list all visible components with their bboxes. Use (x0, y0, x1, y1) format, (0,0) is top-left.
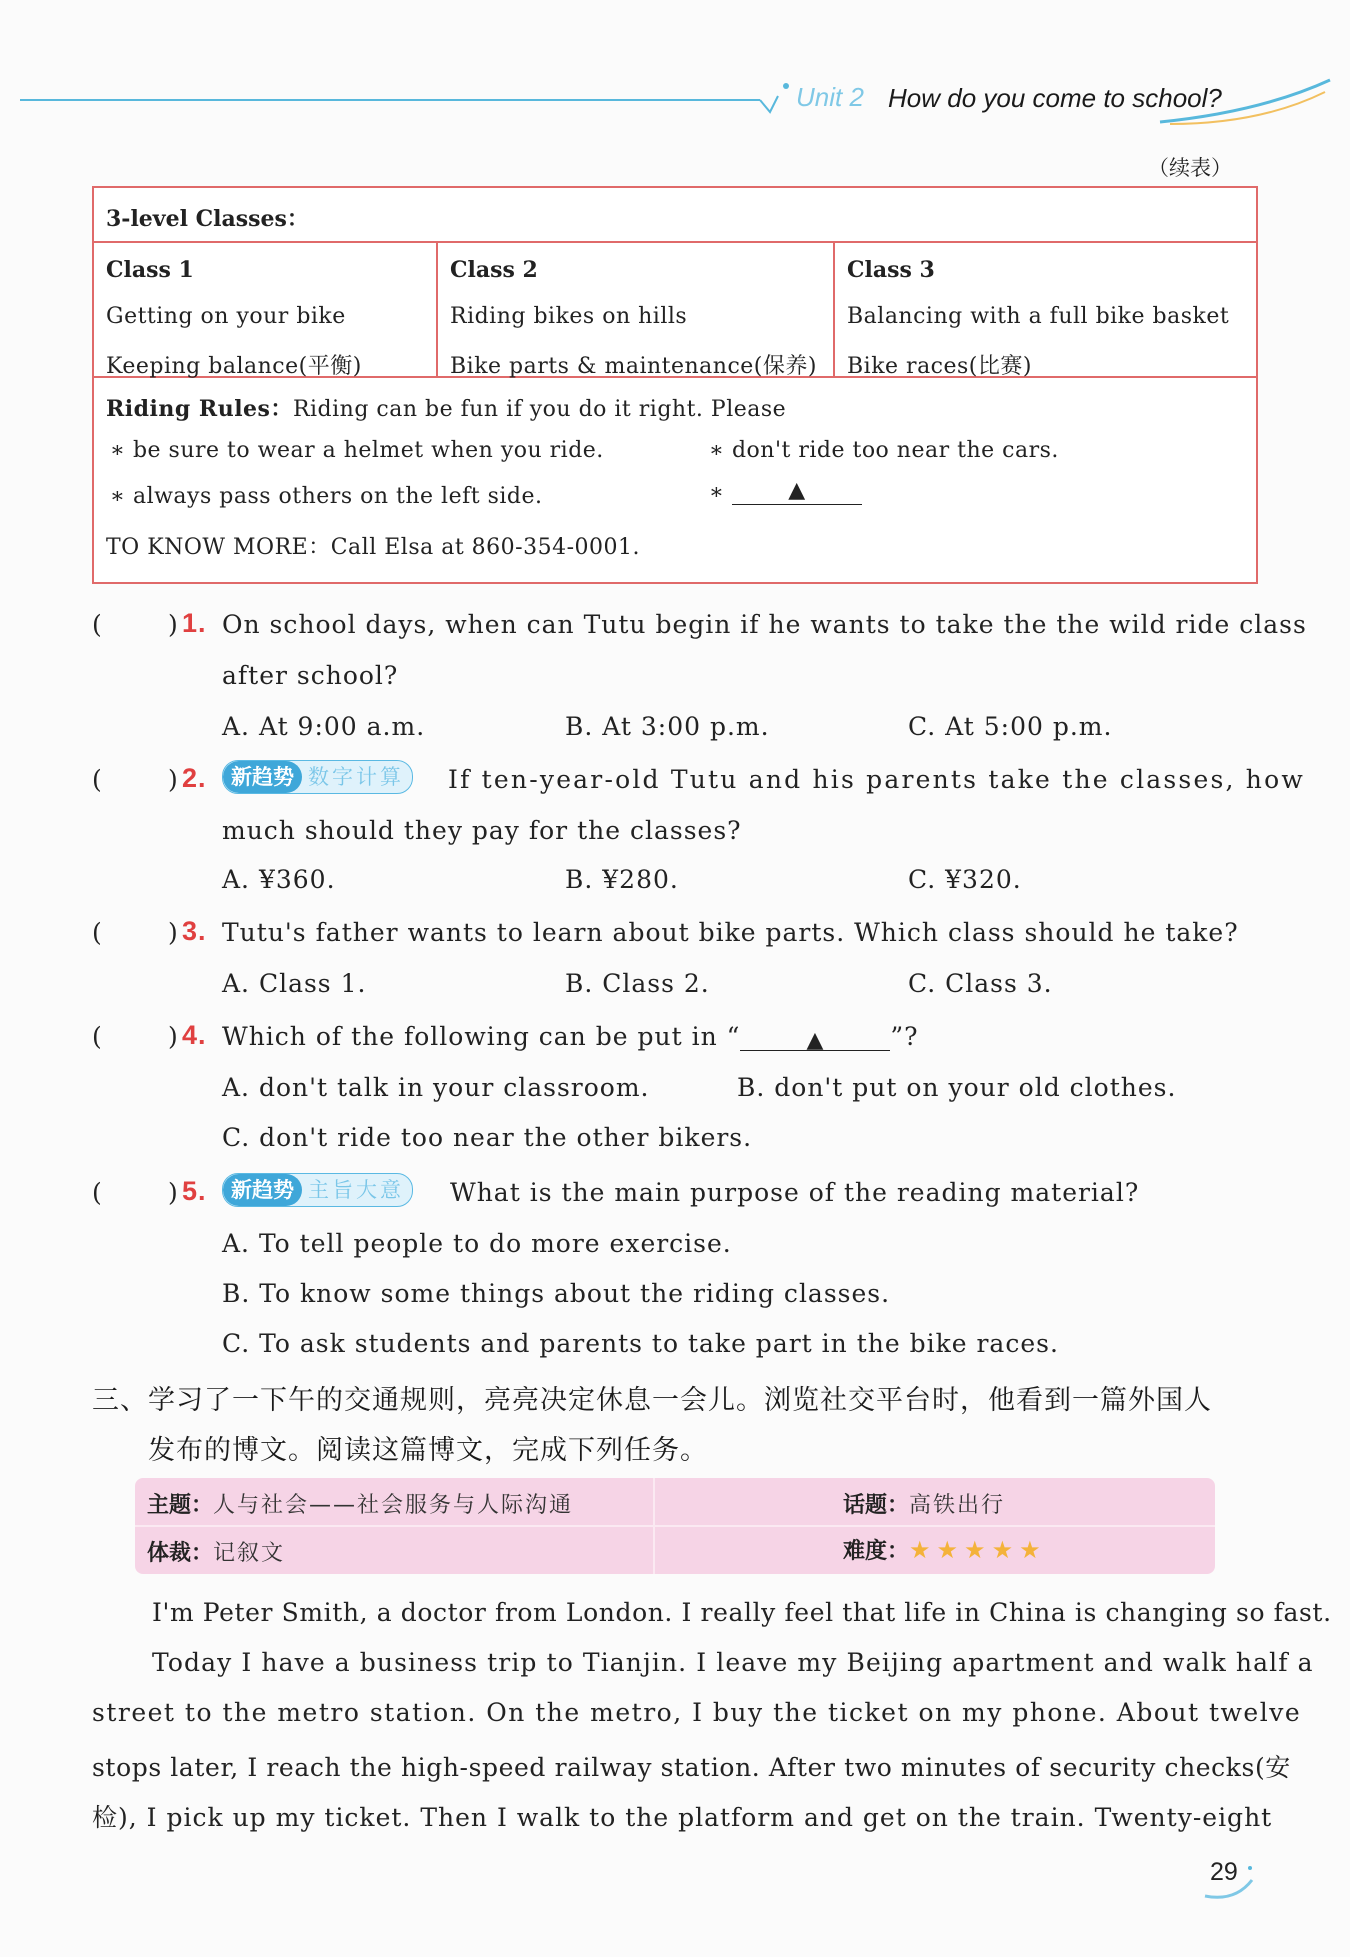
option-c: C. ¥320. (908, 865, 1022, 894)
class-line: Balancing with a full bike basket (847, 304, 1230, 329)
continued-label: （续表） (1148, 156, 1232, 180)
option-a: A. Class 1. (222, 969, 367, 998)
question-4-number (182, 1020, 207, 1051)
class-name: Class 1 (106, 257, 194, 283)
class-line: Bike races(比赛) (847, 354, 1032, 379)
class-3-cell (835, 243, 1256, 379)
new-trend-tag (222, 760, 413, 794)
question-2-number (182, 763, 207, 794)
unit-title: How do you come to school? (888, 83, 1222, 113)
option-b: B. Class 2. (565, 969, 710, 998)
question-number: 5. (182, 1176, 207, 1206)
difficulty-field (843, 1534, 1047, 1565)
rules-intro-text: Riding can be fun if you do it right. Please (292, 397, 787, 422)
class-1-cell (94, 243, 438, 379)
question-4-stem: Which of the following can be put in “ (222, 1022, 741, 1051)
header-rule (20, 99, 760, 101)
contact-line: TO KNOW MORE：Call Elsa at 860-354-0001. (106, 535, 641, 560)
question-1-text: On school days, when can Tutu begin if he wants to take the the wild ride class (222, 610, 1307, 639)
classes-row (94, 243, 1256, 378)
question-2-text-cont: much should they pay for the classes? (222, 816, 742, 845)
unit-label: Unit 2 (796, 82, 864, 112)
rule-star: ∗ (709, 480, 725, 505)
question-1-number (182, 608, 207, 639)
trend-badge-main: 新趋势 (223, 761, 302, 793)
passage-line: Today I have a business trip to Tianjin. I leave my Beijing apartment and walk half a (152, 1648, 1314, 1677)
answer-paren-close: ) (168, 610, 178, 639)
option-b: B. To know some things about the riding classes. (222, 1279, 891, 1308)
option-b: B. At 3:00 p.m. (565, 712, 770, 741)
answer-paren-open: ( (92, 765, 102, 794)
rules-label: Riding Rules： (106, 396, 293, 422)
answer-paren-close: ) (168, 765, 178, 794)
genre-label: 体裁： (147, 1541, 214, 1566)
class-line: Getting on your bike (106, 304, 346, 329)
option-b: B. don't put on your old clothes. (737, 1073, 1177, 1102)
option-c: C. At 5:00 p.m. (908, 712, 1113, 741)
rule-blank-item (709, 478, 862, 505)
table-heading-row (94, 188, 1256, 243)
section-3-instruction: 三、学习了一下午的交通规则，亮亮决定休息一会儿。浏览社交平台时，他看到一篇外国人 (92, 1385, 1212, 1416)
class-name: Class 2 (450, 257, 538, 283)
theme-value: 人与社会——社会服务与人际沟通 (213, 1493, 574, 1518)
answer-paren-close: ) (168, 1022, 178, 1051)
trend-badge (222, 760, 413, 794)
trend-badge-main: 新趋势 (223, 1174, 302, 1206)
question-2-text: If ten-year-old Tutu and his parents take the classes, how (448, 765, 1305, 794)
class-info-table (92, 186, 1258, 584)
page-number: 29 (1210, 1858, 1238, 1886)
passage-line: 检), I pick up my ticket. Then I walk to the platform and get on the train. Twenty-eight (92, 1803, 1273, 1832)
trend-badge-sub: 主旨大意 (308, 1178, 404, 1202)
table-heading: 3-level Classes： (106, 206, 309, 232)
answer-paren-open: ( (92, 1178, 102, 1207)
theme-field (147, 1488, 573, 1519)
question-5-text: What is the main purpose of the reading material? (450, 1178, 1140, 1207)
rule-item: ∗ be sure to wear a helmet when you ride. (110, 438, 604, 463)
genre-value: 记叙文 (213, 1541, 286, 1566)
question-3-text: Tutu's father wants to learn about bike parts. Which class should he take? (222, 918, 1239, 947)
answer-paren-close: ) (168, 1178, 178, 1207)
answer-paren-open: ( (92, 610, 102, 639)
difficulty-label: 难度： (843, 1539, 910, 1564)
section-3-instruction-cont: 发布的博文。阅读这篇博文，完成下列任务。 (148, 1435, 708, 1466)
question-number: 4. (182, 1020, 207, 1050)
answer-paren-open: ( (92, 1022, 102, 1051)
question-4-text (222, 1022, 919, 1051)
rules-intro (106, 392, 786, 423)
star-icon: ★ (936, 1536, 959, 1564)
answer-blank[interactable] (732, 478, 862, 505)
rule-item: ∗ always pass others on the left side. (110, 484, 543, 509)
star-icon: ★ (991, 1536, 1014, 1564)
genre-field (147, 1536, 285, 1567)
option-c: C. don't ride too near the other bikers. (222, 1123, 753, 1152)
triangle-icon: ▲ (806, 1028, 825, 1053)
topic-label: 话题： (843, 1493, 910, 1518)
question-4-stem-end: ”? (890, 1022, 919, 1051)
answer-blank[interactable] (740, 1024, 890, 1051)
passage-line: I'm Peter Smith, a doctor from London. I really feel that life in China is changing so fast. (152, 1598, 1332, 1627)
question-3-number (182, 916, 207, 947)
info-divider (135, 1525, 1215, 1527)
riding-rules-row (94, 378, 1256, 582)
topic-field (843, 1488, 1005, 1519)
class-name: Class 3 (847, 257, 935, 283)
triangle-icon: ▲ (788, 478, 806, 503)
question-1-text-cont: after school? (222, 661, 399, 690)
question-5-number (182, 1176, 207, 1207)
class-2-cell (438, 243, 835, 379)
topic-value: 高铁出行 (909, 1493, 1006, 1518)
rule-item: ∗ don't ride too near the cars. (709, 438, 1059, 463)
question-number: 3. (182, 916, 207, 946)
option-c: C. Class 3. (908, 969, 1053, 998)
option-a: A. don't talk in your classroom. (222, 1073, 650, 1102)
option-b: B. ¥280. (565, 865, 679, 894)
theme-label: 主题： (147, 1493, 214, 1518)
class-line: Riding bikes on hills (450, 304, 688, 329)
new-trend-tag (222, 1173, 413, 1207)
trend-badge (222, 1173, 413, 1207)
passage-line: street to the metro station. On the metro, I buy the ticket on my phone. About twelve (92, 1698, 1302, 1727)
passage-info-box (135, 1478, 1215, 1574)
difficulty-stars (909, 1536, 1047, 1564)
class-line: Bike parts & maintenance(保养) (450, 354, 817, 379)
star-icon: ★ (1019, 1536, 1041, 1564)
option-a: A. To tell people to do more exercise. (222, 1229, 732, 1258)
answer-paren-open: ( (92, 918, 102, 947)
option-a: A. ¥360. (222, 865, 336, 894)
option-a: A. At 9:00 a.m. (222, 712, 426, 741)
star-icon: ★ (964, 1536, 986, 1564)
trend-badge-sub: 数字计算 (308, 765, 404, 789)
question-number: 2. (182, 763, 207, 793)
passage-line: stops later, I reach the high-speed railway station. After two minutes of security checks(安 (92, 1753, 1291, 1782)
class-line: Keeping balance(平衡) (106, 354, 362, 379)
option-c: C. To ask students and parents to take part in the bike races. (222, 1329, 1059, 1358)
answer-paren-close: ) (168, 918, 178, 947)
star-icon: ★ (909, 1536, 931, 1564)
question-number: 1. (182, 608, 207, 638)
